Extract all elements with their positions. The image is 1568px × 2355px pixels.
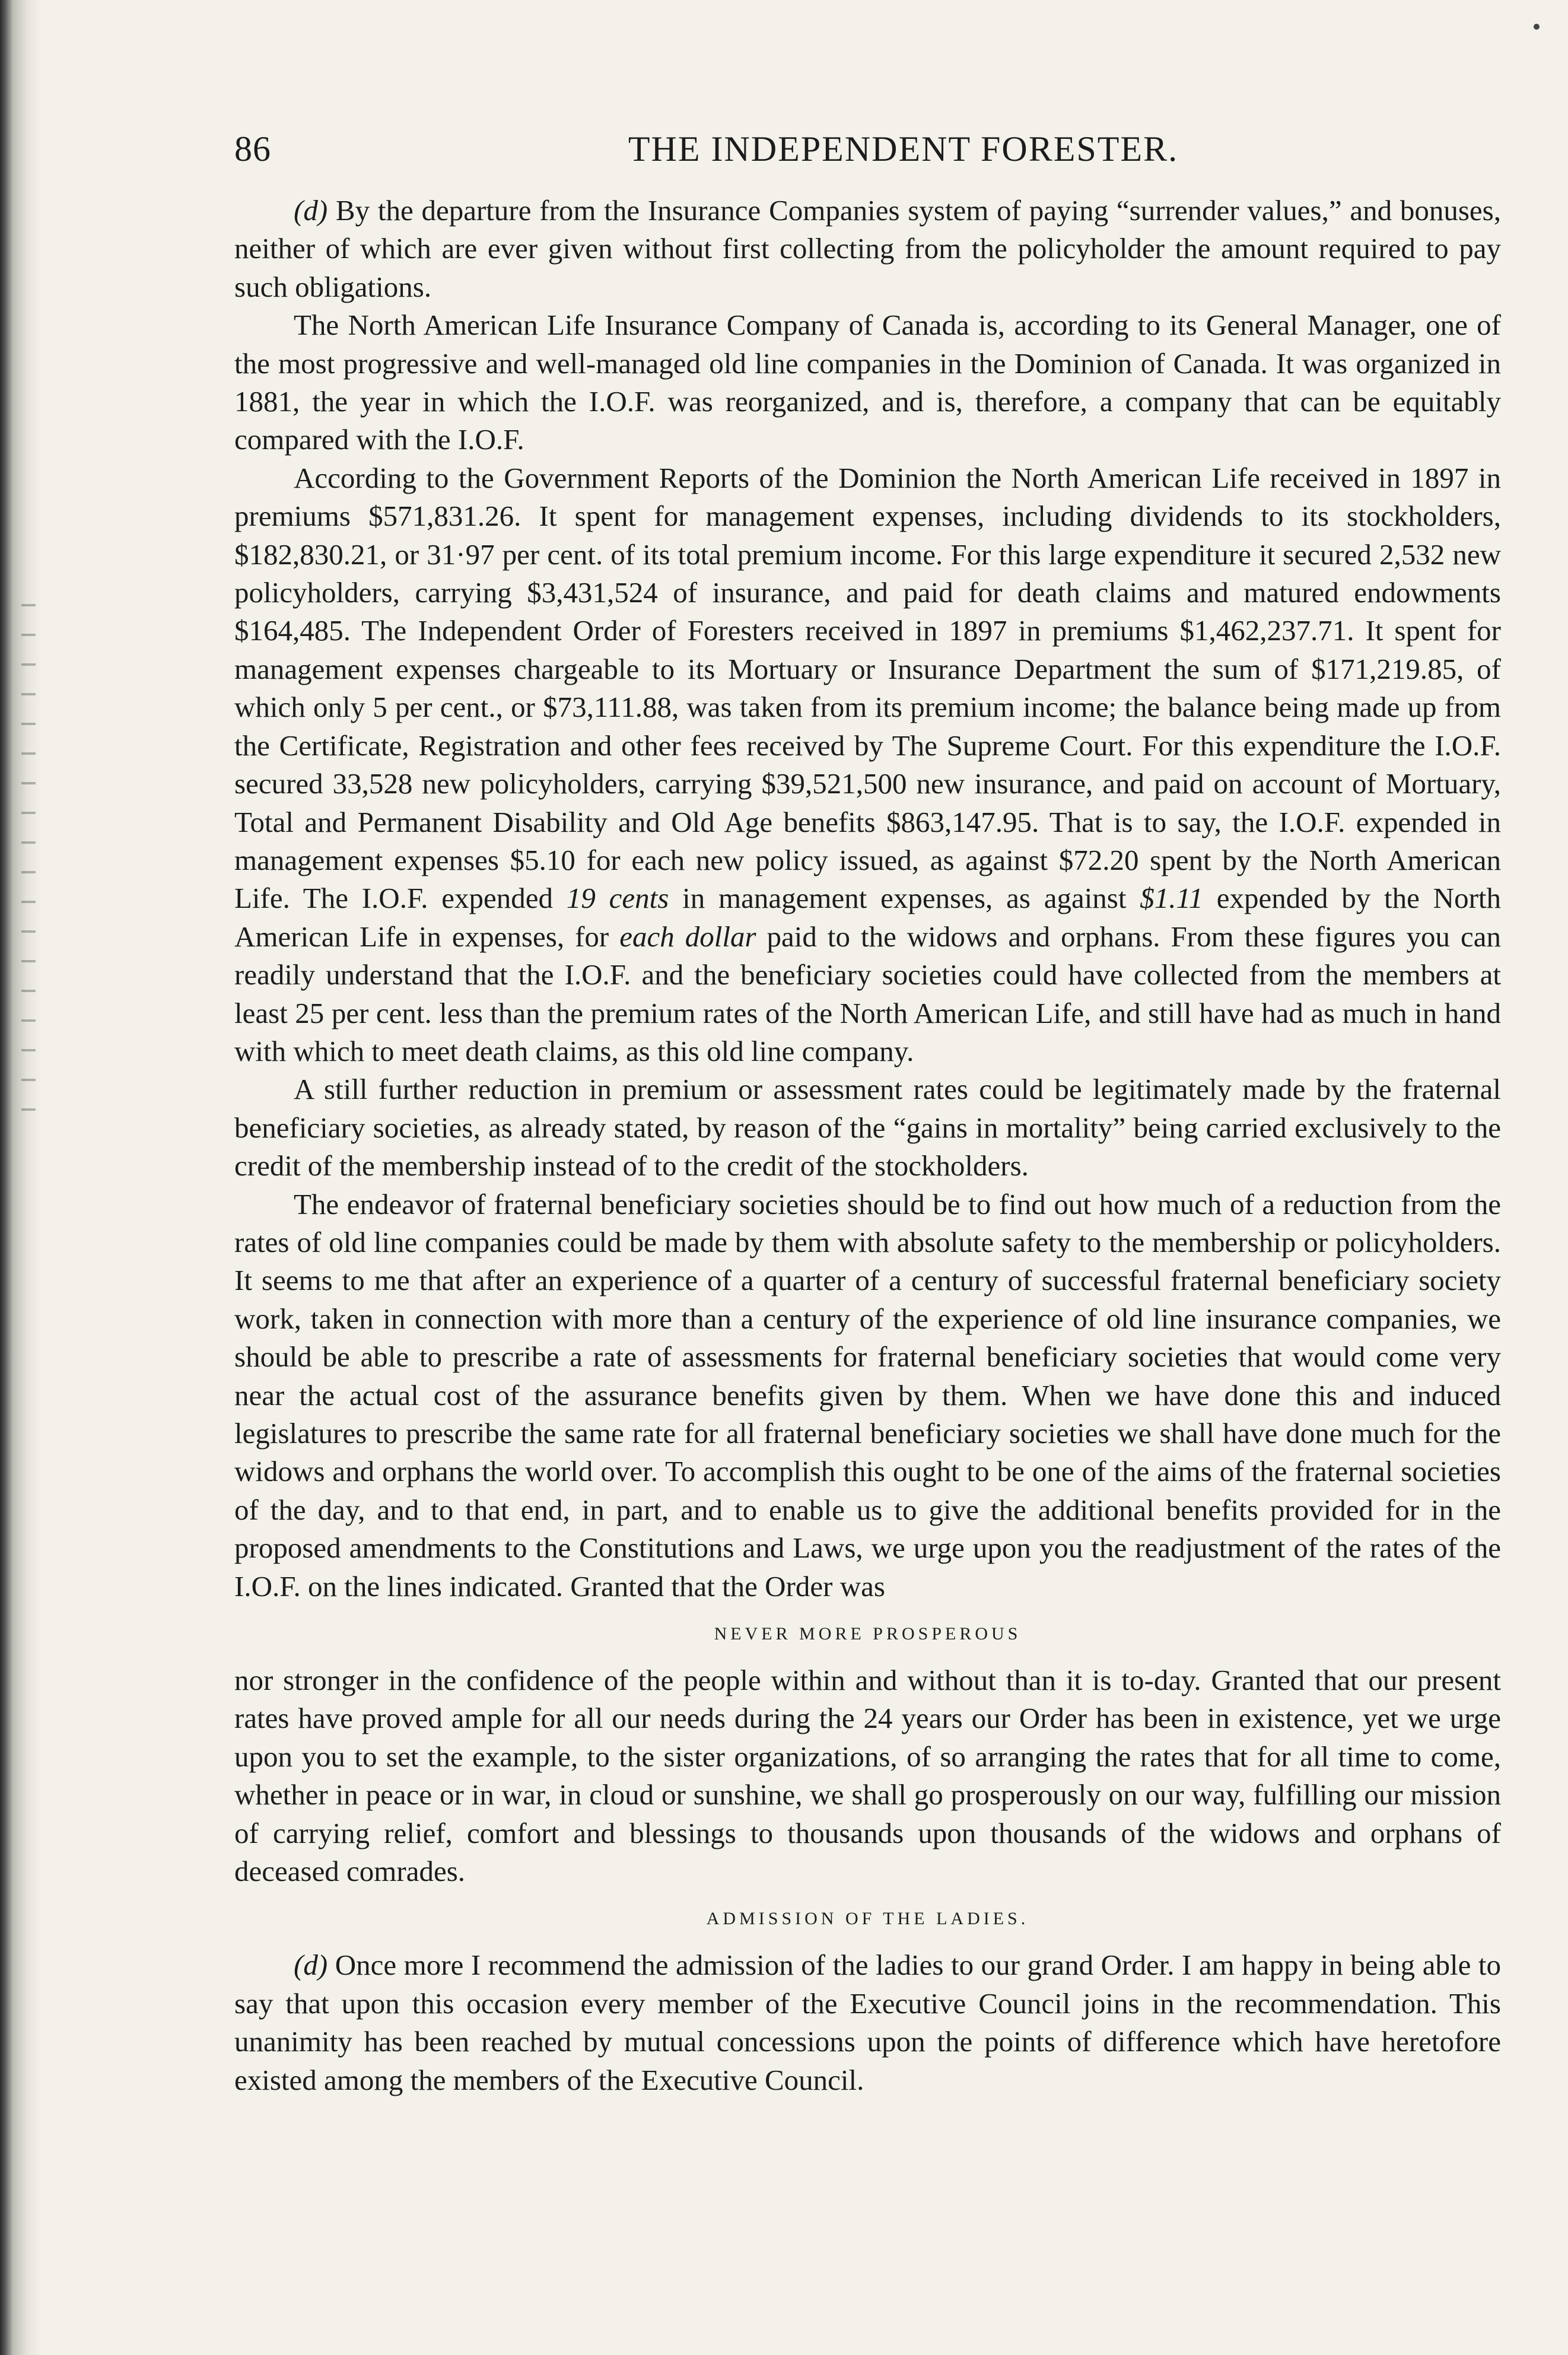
paragraph-admission-of-ladies <box>234 1946 1501 2099</box>
page-number: 86 <box>234 129 271 169</box>
book-page <box>234 122 1501 2099</box>
paragraph-d-surrender-values <box>234 192 1501 306</box>
running-title: THE INDEPENDENT FORESTER. <box>628 129 1179 169</box>
paragraph-endeavor: The endeavor of fraternal beneficiary societies should be to find out how much of a reduction from the rates of old line companies could be made by them with absolute safety to the membership or policyholders. It seems to me that after an experience of a quarter of a century of successful fraternal beneficiary society work, taken in connection with more than a century of the experience of old line insurance companies, we should be able to prescribe a rate of assessments for fraternal beneficiary societies that would come very near the actual cost of the assurance benefits given by them. When we have done this and induced legislatures to prescribe the same rate for all fraternal beneficiary societies we shall have done much for the widows and orphans the world over. To accomplish this ought to be one of the aims of the fraternal societies of the day, and to that end, in part, and to enable us to give the additional benefits provided for in the proposed amendments to the Constitutions and Laws, we urge upon you the readjustment of the rates of the I.O.F. on the lines indicated. Granted that the Order was <box>234 1187 1501 1603</box>
emphasis-text: 19 cents <box>566 882 669 915</box>
scan-edge-marks <box>21 593 36 1127</box>
paragraph-text: Once more I recommend the admission of the ladies to our grand Order. I am happy in being able to say that upon this occasion every member of the Executive Council joins in the recommendation. This unanimity has been reached by mutual concessions upon the points of difference which have heretofore existed among the members of the Executive Council. <box>234 1949 1501 2096</box>
paragraph-government-reports <box>234 459 1501 1071</box>
subheading-admission-of-ladies: ADMISSION OF THE LADIES. <box>706 1909 1029 1929</box>
paragraph-text: expended by the North American Life in expenses, for <box>234 882 1501 953</box>
paragraph-text: According to the Government Reports of the Dominion the North American Life received in 1897 in premiums $571,831.26. It spent for management expenses, including dividends to its stockholders, $182,830.21, or 31·97 per cent. of its total premium income. For this large expenditure it secured 2,532 new policyholders, carrying $3,431,524 of insurance, and paid for death claims and matured endowments $164,485. The Independent Order of Foresters received in 1897 in premiums $1,462,237.71. It spent for management expenses chargeable to its Mortuary or Insurance Department the sum of $171,219.85, of which only 5 per cent., or $73,111.88, was taken from its premium income; the balance being made up from the Certificate, Registration and other fees received by The Supreme Court. For this expenditure the I.O.F. secured 33,528 new policyholders, carrying $39,521,500 new insurance, and paid on account of Mortuary, Total and Permanent Disability and Old Age benefits $863,147.95. That is to say, the I.O.F. expended in management expenses $5.10 for each new policy issued, as against $72.20 spent by the North American Life. The I.O.F. expended <box>234 461 1501 915</box>
subheading-never-more-prosperous: NEVER MORE PROSPEROUS <box>714 1624 1022 1644</box>
emphasis-text: $1.11 <box>1140 882 1203 915</box>
emphasis-text: each dollar <box>619 920 756 953</box>
paragraph-text: in management expenses, as against <box>669 882 1140 915</box>
paragraph-nor-stronger: nor stronger in the confidence of the people within and without than it is to-day. Granted that our present rates have proved ample for all our needs during the 24 years our Order has been in existence, yet we urge upon you to set the example, to the sister organizations, of so arranging the rates that for all time to come, whether in peace or in war, in cloud or sunshine, we shall go prosperously on our way, fulfilling our mission of carrying relief, comfort and blessings to thousands upon thousands of the widows and orphans of deceased comrades. <box>234 1664 1501 1888</box>
scan-binding-edge <box>0 0 42 2355</box>
paragraph-text: By the departure from the Insurance Companies system of paying “surrender values,” and bonuses, neither of which are ever given without first collecting from the policyholder the amount required to pay such obligations. <box>234 194 1501 303</box>
paragraph-further-reduction: A still further reduction in premium or assessment rates could be legitimately made by the fraternal beneficiary societies, as already stated, by reason of the “gains in mortality” being carried exclusively to the credit of the membership instead of to the credit of the stockholders. <box>234 1073 1501 1183</box>
clause-marker: (d) <box>294 1949 328 1982</box>
paragraph-text: paid to the widows and orphans. From these figures you can readily understand that the I.O.F. and the beneficiary societies could have collected from the members at least 25 per cent. less than the premium rates of the North American Life, and still have had as much in hand with which to meet death claims, as this old line company. <box>234 920 1502 1067</box>
paragraph-north-american-life: The North American Life Insurance Company of Canada is, according to its General Manager, one of the most progressive and well-managed old line companies in the Dominion of Canada. It was organized in 1881, the year in which the I.O.F. was reorganized, and is, therefore, a company that can be equitably compared with the I.O.F. <box>234 309 1501 456</box>
clause-marker: (d) <box>294 194 328 227</box>
scan-speck <box>1534 24 1540 30</box>
page-header <box>234 122 1501 187</box>
